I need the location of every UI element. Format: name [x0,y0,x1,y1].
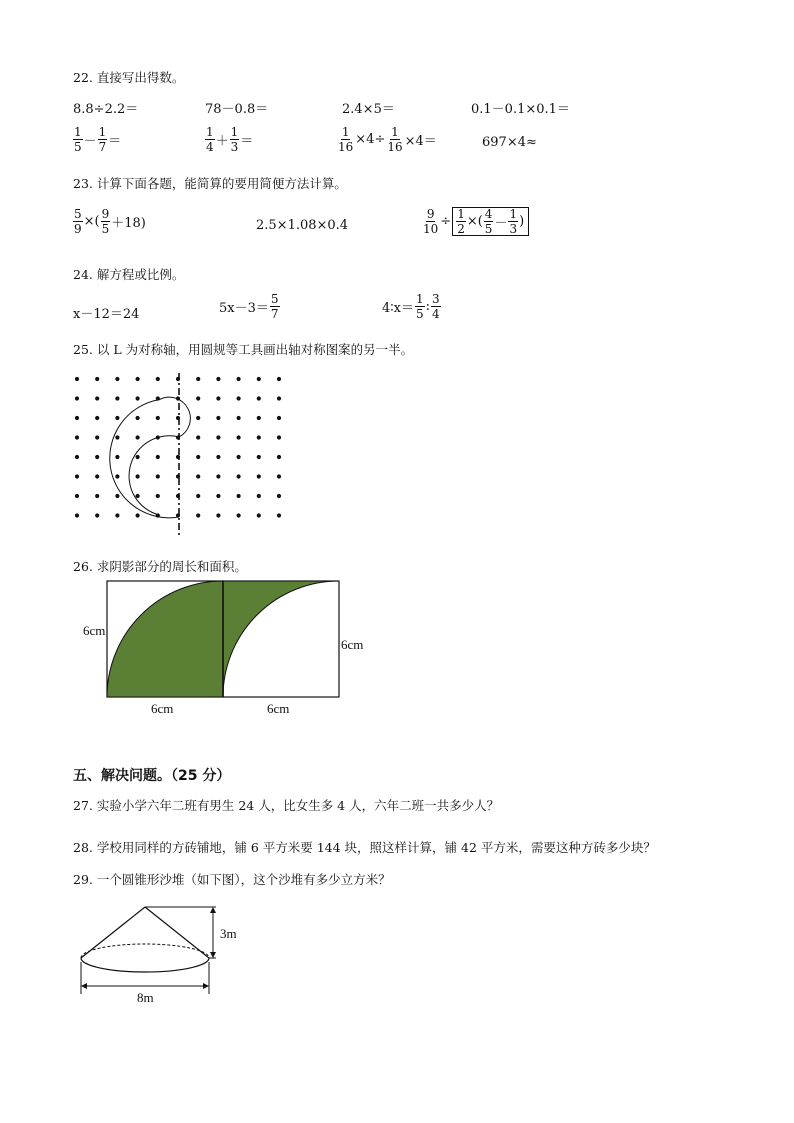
grid-dot [156,474,160,478]
grid-dot [136,435,140,439]
q22-r1-b: 78－0.8＝ [205,102,269,117]
grid-dot [216,474,220,478]
grid-dot [75,377,79,381]
grid-dot [95,435,99,439]
grid-dot [257,513,261,517]
grid-dot [196,377,200,381]
grid-dot [196,474,200,478]
q23-expr-3: $\frac{9}{10}$ ÷ $\frac{1}{2}$ ×( $\frac{4}{5}$ － $\frac{1}{3}$ ) [422,207,529,236]
grid-dot [196,455,200,459]
label-bottom-right: 6cm [267,701,290,716]
q24-expr-3: 4∶x＝ $\frac{1}{5}$ : $\frac{3}{4}$ [382,292,440,321]
grid-dot [176,474,180,478]
grid-dot [75,494,79,498]
q22-r1-a: 8.8÷2.2＝ [73,102,139,117]
grid-dot [95,494,99,498]
cone-side-left [81,907,145,958]
q22-r2-c: $\frac{1}{16}$ ×4÷ $\frac{1}{16}$ ×4＝ [338,125,437,154]
grid-dot [237,474,241,478]
grid-dot [277,435,281,439]
grid-dot [216,377,220,381]
diam-arrowhead-right [203,983,209,989]
grid-dot [196,435,200,439]
grid-dot [196,513,200,517]
grid-dot [257,474,261,478]
shaded-quarter-left [107,581,223,697]
grid-dot [75,513,79,517]
grid-dot [75,455,79,459]
q23-expr-1: $\frac{5}{9}$ ×( $\frac{9}{5}$ ＋18) [74,207,146,236]
q24-title: 24. 解方程或比例。 [73,267,185,282]
grid-dot [115,396,119,400]
grid-dot [136,474,140,478]
grid-dot [196,494,200,498]
grid-dot [115,416,119,420]
shaded-region-right [223,581,339,697]
grid-dot [237,377,241,381]
grid-dot [156,494,160,498]
q26-title: 26. 求阴影部分的周长和面积。 [73,559,247,574]
grid-dot [115,455,119,459]
grid-dot [136,396,140,400]
label-right-height: 6cm [341,637,364,652]
grid-dot [95,513,99,517]
q22-r1-d: 0.1－0.1×0.1＝ [471,102,570,117]
q22-r2-d: 697×4≈ [482,135,537,150]
label-left-height: 6cm [83,623,106,638]
grid-dot [277,513,281,517]
grid-dot [257,435,261,439]
grid-dot [136,494,140,498]
grid-dot [237,435,241,439]
grid-dot [136,513,140,517]
grid-dot [257,377,261,381]
grid-dot [156,455,160,459]
cone-base-back-dashed [81,944,209,958]
grid-dot [237,416,241,420]
grid-dot [95,396,99,400]
grid-dot [95,474,99,478]
grid-dots [75,377,281,518]
grid-dot [136,455,140,459]
q25-title: 25. 以 L 为对称轴，用圆规等工具画出轴对称图案的另一半。 [73,342,414,357]
q28-text: 28. 学校用同样的方砖铺地，铺 6 平方米要 144 块，照这样计算，铺 42 平方米，需要这种方砖多少块？ [73,840,656,855]
grid-dot [277,494,281,498]
section-5-heading: 五、解决问题。（25 分） [73,768,231,784]
grid-dot [95,416,99,420]
grid-dot [95,455,99,459]
q24-expr-1: x－12＝24 [73,307,140,322]
height-arrowhead-bottom [210,952,216,958]
grid-dot [277,474,281,478]
label-bottom-left: 6cm [151,701,174,716]
grid-dot [216,396,220,400]
q27-text: 27. 实验小学六年二班有男生 24 人，比女生多 4 人，六年二班一共多少人？ [73,798,500,813]
height-arrowhead-top [210,907,216,913]
grid-dot [216,455,220,459]
grid-dot [196,416,200,420]
grid-dot [75,474,79,478]
q23-expr-2: 2.5×1.08×0.4 [256,218,349,233]
grid-dot [216,513,220,517]
grid-dot [115,494,119,498]
grid-dot [237,513,241,517]
grid-dot [115,474,119,478]
q23-title: 23. 计算下面各题，能简算的要用简便方法计算。 [73,176,347,191]
grid-dot [257,494,261,498]
grid-dot [216,435,220,439]
q29-title: 29. 一个圆锥形沙堆（如下图），这个沙堆有多少立方米？ [73,872,391,887]
grid-dot [237,494,241,498]
q22-title: 22. 直接写出得数。 [73,70,185,85]
grid-dot [75,435,79,439]
grid-dot [136,416,140,420]
cone-base-front [81,958,209,972]
shaded-figure [75,575,375,725]
q24-expr-2: 5x－3＝ $\frac{5}{7}$ [219,292,279,321]
grid-dot [277,396,281,400]
grid-dot [216,494,220,498]
q22-r2-a: $\frac{1}{5}$ － $\frac{1}{7}$ ＝ [74,125,122,154]
grid-dot [115,513,119,517]
q22-r2-b: $\frac{1}{4}$ ＋ $\frac{1}{3}$ ＝ [206,125,254,154]
grid-dot [136,377,140,381]
grid-dot [277,377,281,381]
grid-dot [257,416,261,420]
grid-dot [95,377,99,381]
grid-dot [216,416,220,420]
diam-arrowhead-left [81,983,87,989]
grid-dot [75,416,79,420]
grid-dot [156,377,160,381]
grid-dot [156,416,160,420]
grid-dot [115,377,119,381]
grid-dot [115,435,119,439]
grid-dot [257,396,261,400]
dot-grid-figure [70,368,295,543]
cone-figure [75,898,275,1008]
grid-dot [75,396,79,400]
grid-dot [237,396,241,400]
grid-dot [196,396,200,400]
grid-dot [257,455,261,459]
diameter-label: 8m [137,990,154,1005]
cone-side-right [145,907,209,958]
grid-dot [237,455,241,459]
q22-r1-c: 2.4×5＝ [342,102,395,117]
grid-dot [277,455,281,459]
height-label: 3m [220,926,237,941]
grid-dot [277,416,281,420]
